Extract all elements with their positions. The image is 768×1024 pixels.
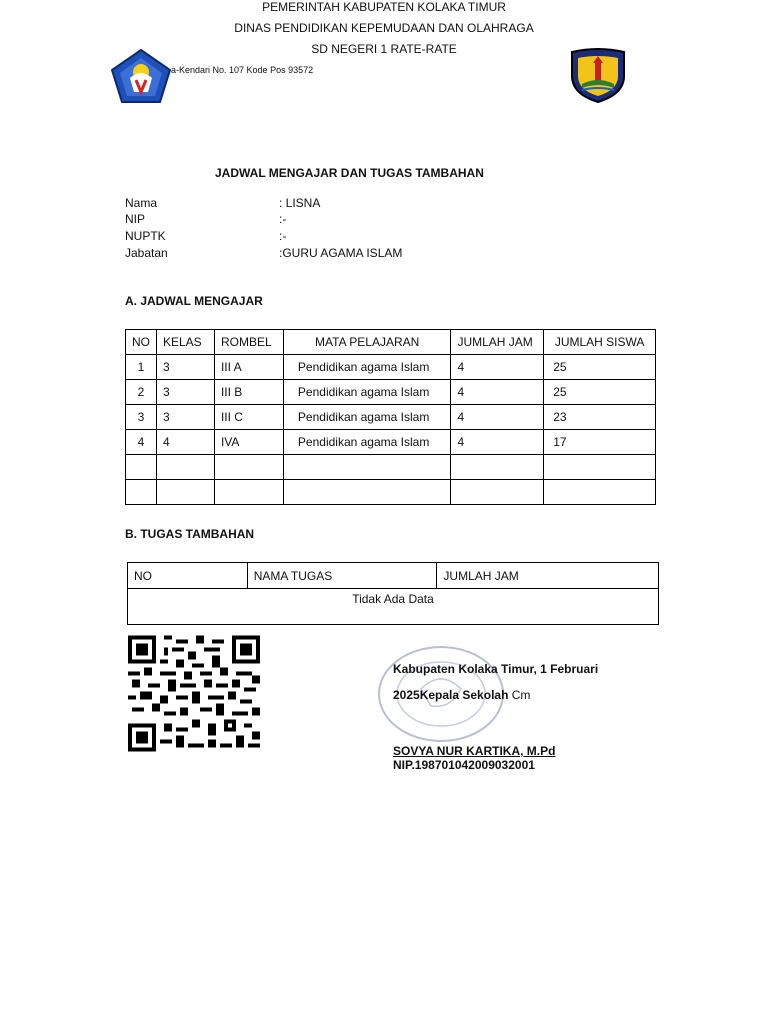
header-jumlah-siswa: JUMLAH SISWA	[544, 330, 656, 355]
cell-kelas: 3	[157, 355, 215, 380]
cell-rombel: III A	[214, 355, 283, 380]
tut-wuri-handayani-logo	[110, 48, 172, 104]
cell-empty	[126, 455, 157, 480]
cell-empty	[157, 480, 215, 505]
header-jumlah-jam: JUMLAH JAM	[451, 330, 544, 355]
header-nama-tugas: NAMA TUGAS	[247, 563, 437, 589]
cell-empty	[214, 480, 283, 505]
table-row-empty	[126, 455, 656, 480]
cell-mata-pelajaran: Pendidikan agama Islam	[283, 430, 451, 455]
header-mata-pelajaran: MATA PELAJARAN	[283, 330, 451, 355]
cell-empty	[214, 455, 283, 480]
cell-jumlah-jam: 4	[451, 380, 544, 405]
identity-value-nuptk: :-	[279, 229, 287, 243]
cell-jumlah-siswa: 17	[544, 430, 656, 455]
identity-label-nuptk: NUPTK	[125, 229, 166, 243]
cell-rombel: III B	[214, 380, 283, 405]
kolaka-timur-regency-emblem	[568, 46, 628, 104]
cell-kelas: 4	[157, 430, 215, 455]
cell-kelas: 3	[157, 380, 215, 405]
section-b-title: B. TUGAS TAMBAHAN	[125, 527, 255, 541]
signer-nip: NIP.198701042009032001	[393, 758, 535, 772]
cell-empty	[283, 455, 451, 480]
header-line-2: DINAS PENDIDIKAN KEPEMUDAAN DAN OLAHRAGA	[234, 21, 534, 35]
teaching-schedule-table	[125, 329, 656, 505]
cell-rombel: III C	[214, 405, 283, 430]
signature-title	[393, 688, 530, 702]
cell-empty	[283, 480, 451, 505]
cell-rombel: IVA	[214, 430, 283, 455]
cell-empty	[544, 480, 656, 505]
identity-value-jabatan: :GURU AGAMA ISLAM	[279, 246, 403, 260]
school-address: a-Kendari No. 107 Kode Pos 93572	[171, 65, 314, 75]
cell-jumlah-jam: 4	[451, 405, 544, 430]
cell-no: 4	[126, 430, 157, 455]
header-line-1: PEMERINTAH KABUPATEN KOLAKA TIMUR	[262, 0, 506, 14]
table-header-row	[128, 563, 659, 589]
header-line-3: SD NEGERI 1 RATE-RATE	[311, 42, 457, 56]
cell-no: 3	[126, 405, 157, 430]
identity-label-jabatan: Jabatan	[125, 246, 168, 260]
table-row	[126, 430, 656, 455]
cell-jumlah-siswa: 25	[544, 380, 656, 405]
cell-jumlah-jam: 4	[451, 355, 544, 380]
cell-mata-pelajaran: Pendidikan agama Islam	[283, 355, 451, 380]
header-rombel: ROMBEL	[214, 330, 283, 355]
signer-name: SOVYA NUR KARTIKA, M.Pd	[393, 744, 556, 758]
identity-value-name: : LISNA	[279, 196, 321, 210]
cell-empty	[157, 455, 215, 480]
qr-code	[128, 635, 260, 752]
table-row	[126, 355, 656, 380]
header-kelas: KELAS	[157, 330, 215, 355]
header-no: NO	[128, 563, 248, 589]
signature-title-suffix: Cm	[508, 688, 531, 702]
document-title: JADWAL MENGAJAR DAN TUGAS TAMBAHAN	[215, 166, 484, 180]
table-row	[126, 380, 656, 405]
identity-label-name: Nama	[125, 196, 158, 210]
identity-value-nip: :-	[279, 212, 287, 226]
cell-empty	[544, 455, 656, 480]
section-a-title: A. JADWAL MENGAJAR	[125, 294, 263, 308]
cell-empty	[451, 480, 544, 505]
identity-label-nip: NIP	[125, 212, 146, 226]
table-row-empty	[126, 480, 656, 505]
signature-place-date: Kabupaten Kolaka Timur, 1 Februari	[393, 662, 599, 676]
signature-title-main: 2025Kepala Sekolah	[393, 688, 509, 702]
empty-data-message: Tidak Ada Data	[128, 589, 659, 625]
cell-empty	[451, 455, 544, 480]
cell-no: 2	[126, 380, 157, 405]
cell-empty	[126, 480, 157, 505]
cell-jumlah-siswa: 25	[544, 355, 656, 380]
cell-jumlah-siswa: 23	[544, 405, 656, 430]
cell-kelas: 3	[157, 405, 215, 430]
cell-mata-pelajaran: Pendidikan agama Islam	[283, 405, 451, 430]
cell-no: 1	[126, 355, 157, 380]
cell-mata-pelajaran: Pendidikan agama Islam	[283, 380, 451, 405]
header-no: NO	[126, 330, 157, 355]
header-jumlah-jam: JUMLAH JAM	[437, 563, 659, 589]
additional-duties-table	[127, 562, 659, 625]
cell-jumlah-jam: 4	[451, 430, 544, 455]
table-row	[126, 405, 656, 430]
table-row	[128, 589, 659, 625]
table-header-row	[126, 330, 656, 355]
